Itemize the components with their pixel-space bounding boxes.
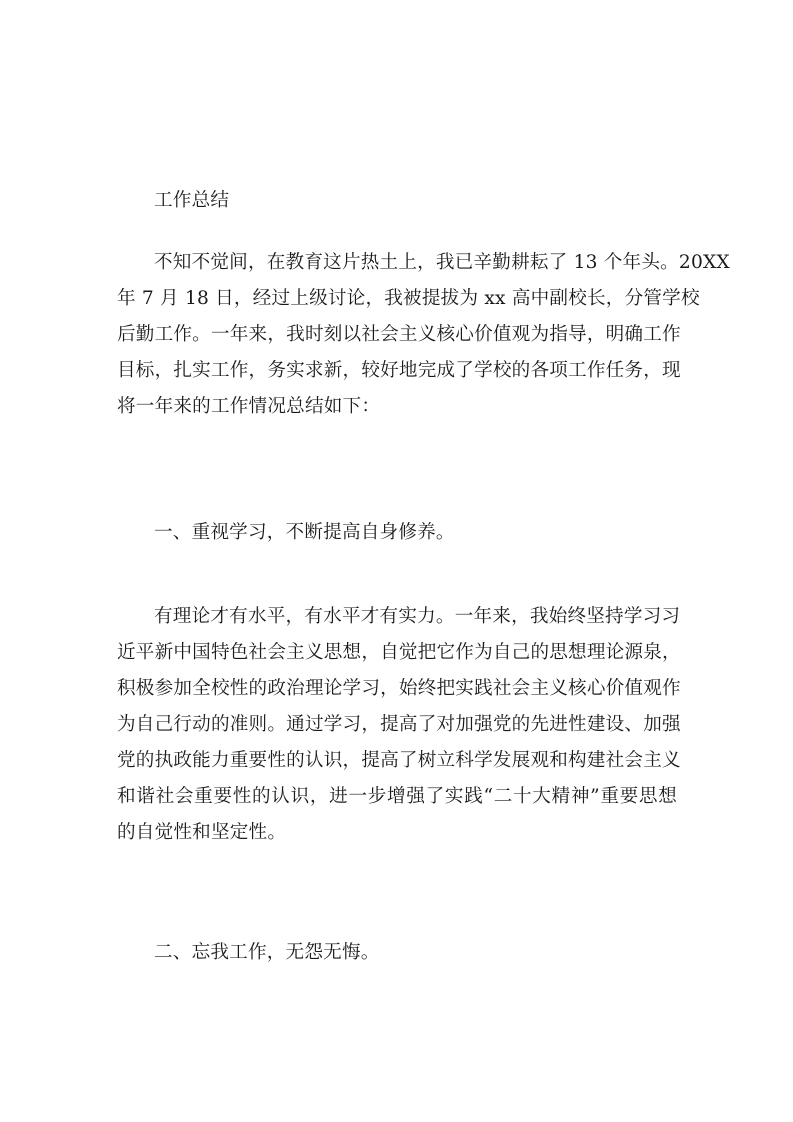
document-title: 工作总结: [154, 190, 230, 211]
paragraph-line: 积极参加全校性的政治理论学习，始终把实践社会主义核心价值观作: [117, 678, 681, 699]
paragraph-line: 目标，扎实工作，务实求新，较好地完成了学校的各项工作任务，现: [117, 360, 681, 381]
paragraph-line: 不知不觉间，在教育这片热土上，我已辛勤耕耘了 13 个年头。20XX: [154, 252, 730, 273]
paragraph-line: 为自己行动的准则。通过学习，提高了对加强党的先进性建设、加强: [117, 714, 681, 735]
section-heading-2: 二、忘我工作，无怨无悔。: [154, 942, 380, 963]
paragraph-line: 近平新中国特色社会主义思想，自觉把它作为自己的思想理论源泉，: [117, 642, 681, 663]
paragraph-line: 的自觉性和坚定性。: [117, 822, 287, 843]
paragraph-line: 后勤工作。一年来，我时刻以社会主义核心价值观为指导，明确工作: [117, 324, 681, 345]
paragraph-line: 有理论才有水平，有水平才有实力。一年来，我始终坚持学习习: [154, 606, 681, 627]
paragraph-line: 年 7 月 18 日，经过上级讨论，我被提拔为 xx 高中副校长，分管学校: [117, 288, 700, 309]
paragraph-line: 将一年来的工作情况总结如下：: [117, 396, 381, 417]
paragraph-line: 和谐社会重要性的认识，进一步增强了实践“二十大精神”重要思想: [117, 786, 677, 807]
section-heading-1: 一、重视学习，不断提高自身修养。: [154, 522, 455, 543]
paragraph-line: 党的执政能力重要性的认识，提高了树立科学发展观和构建社会主义: [117, 750, 681, 771]
